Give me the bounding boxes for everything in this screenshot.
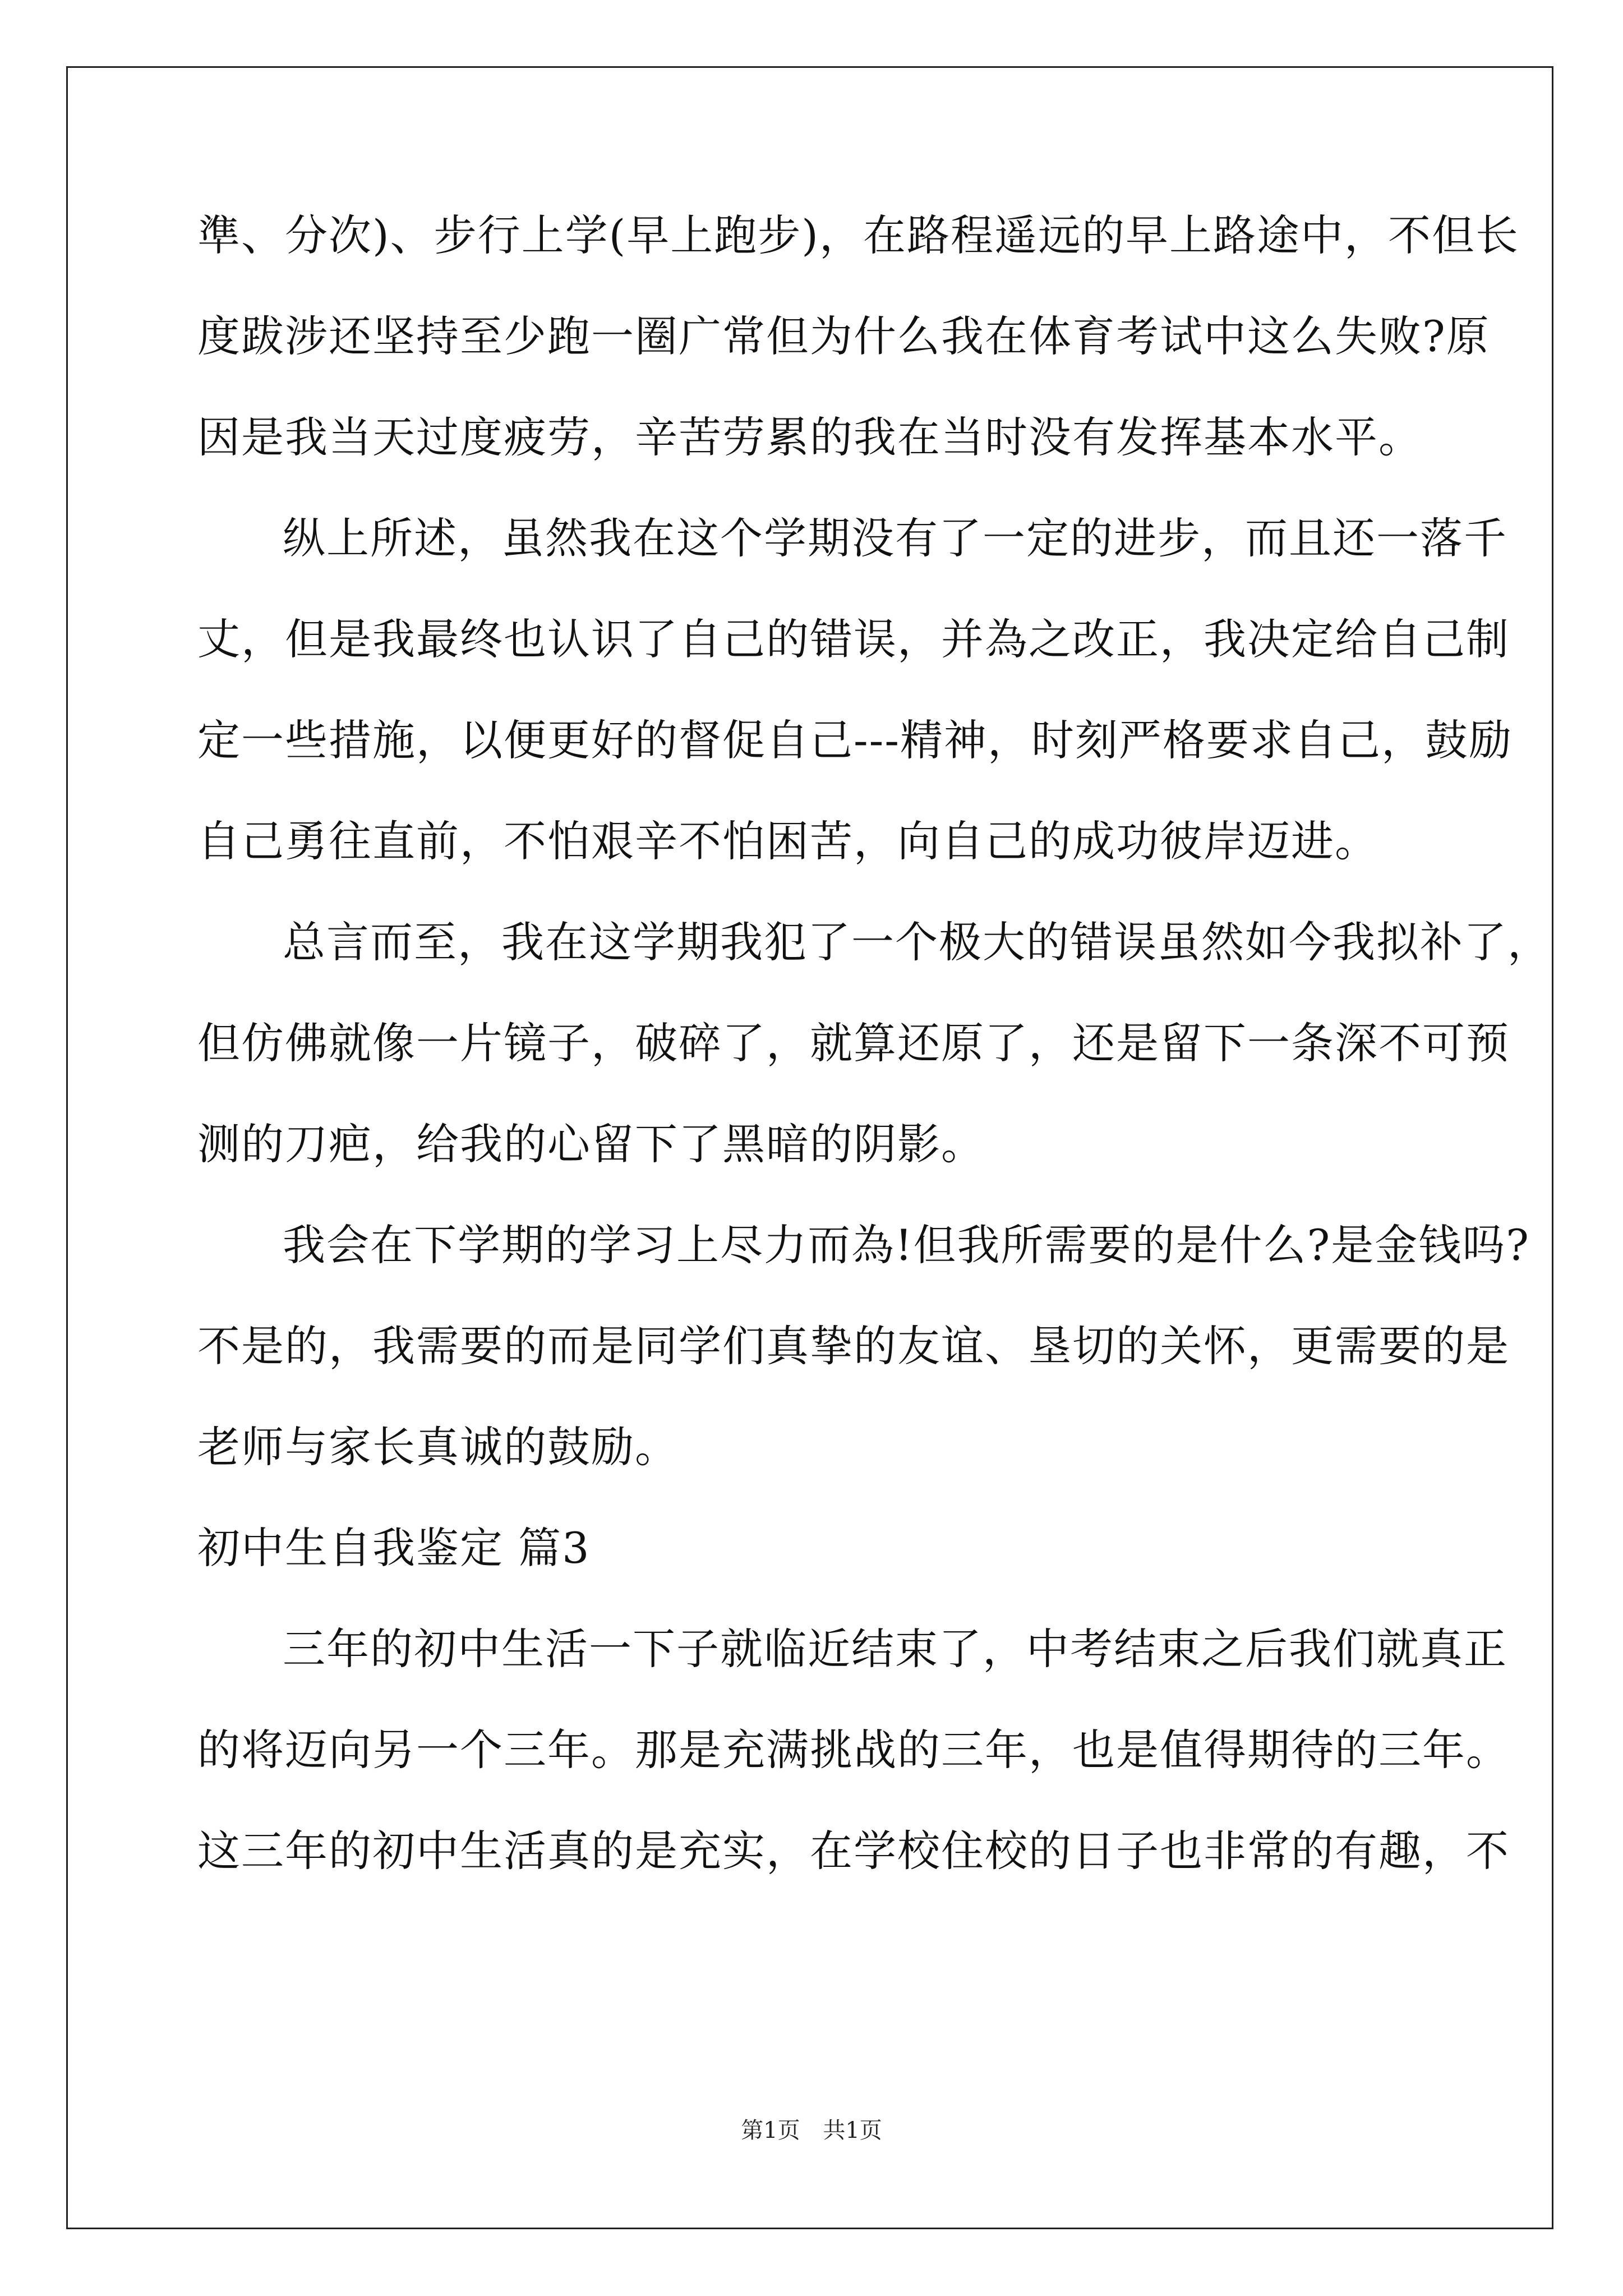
section-heading: 初中生自我鉴定 篇3 bbox=[197, 1523, 591, 1573]
text-line: 测的刀疤，给我的心留下了黑暗的阴影。 bbox=[197, 1119, 985, 1169]
paragraph-first-line: 三年的初中生活一下子就临近结束了，中考结束之后我们就真正 bbox=[283, 1624, 1507, 1674]
text-line: 老师与家长真诚的鼓励。 bbox=[197, 1422, 679, 1472]
page-number-total: 共1页 bbox=[823, 2118, 882, 2143]
text-line: 不是的，我需要的而是同学们真挚的友谊、垦切的关怀，更需要的是 bbox=[197, 1321, 1510, 1371]
text-line: 度跋涉还坚持至少跑一圈广常但为什么我在体育考试中这么失败?原 bbox=[197, 311, 1490, 361]
text-line: 这三年的初中生活真的是充实，在学校住校的日子也非常的有趣，不 bbox=[197, 1826, 1510, 1876]
text-line: 自己勇往直前，不怕艰辛不怕困苦，向自己的成功彼岸迈进。 bbox=[197, 816, 1378, 866]
text-line: 丈，但是我最终也认识了自己的错误，并為之改正，我决定给自己制 bbox=[197, 614, 1510, 664]
text-line: 準、分次)、步行上学(早上跑步)，在路程遥远的早上路途中，不但长 bbox=[197, 210, 1519, 260]
text-line: 因是我当天过度疲劳，辛苦劳累的我在当时没有发挥基本水平。 bbox=[197, 412, 1422, 462]
paragraph-first-line: 纵上所述，虽然我在这个学期没有了一定的进步，而且还一落千 bbox=[283, 513, 1507, 563]
paragraph-first-line: 总言而至，我在这学期我犯了一个极大的错误虽然如今我拟补了， bbox=[283, 917, 1551, 967]
paragraph-first-line: 我会在下学期的学习上尽力而為!但我所需要的是什么?是金钱吗? bbox=[283, 1220, 1530, 1270]
text-line: 但仿佛就像一片镜子，破碎了，就算还原了，还是留下一条深不可预 bbox=[197, 1018, 1510, 1068]
page-number-current: 第1页 bbox=[741, 2118, 800, 2143]
page-footer bbox=[0, 2113, 1623, 2145]
text-line: 定一些措施，以便更好的督促自己---精神，时刻严格要求自己，鼓励 bbox=[197, 715, 1513, 765]
text-line: 的将迈向另一个三年。那是充满挑战的三年，也是值得期待的三年。 bbox=[197, 1725, 1510, 1775]
